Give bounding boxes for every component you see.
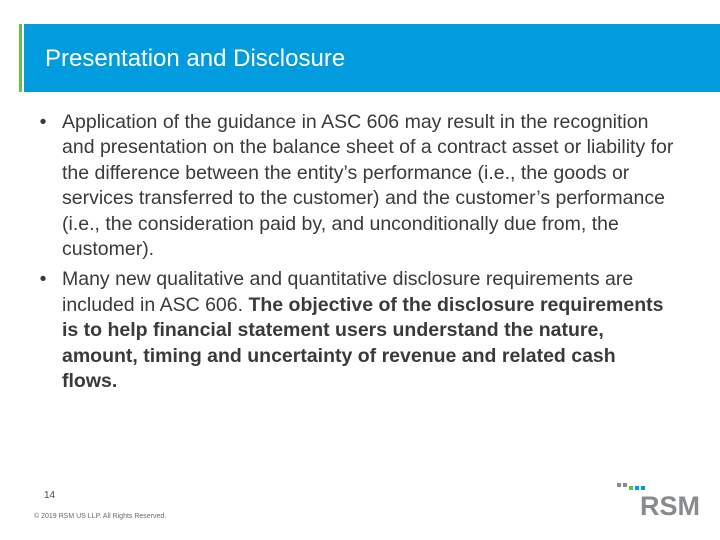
header-accent-bar [19,24,22,92]
bullet-text-bold: The objective of the disclosure requirements is to help financial statement users understand the nature, amount, timing and uncertainty of revenue and related cash flows. [62,293,664,393]
bullet-item-2 [36,267,676,394]
copyright-notice: © 2019 RSM US LLP. All Rights Reserved. [34,513,167,520]
bullet-marker: • [39,111,47,133]
bullet-text: Application of the guidance in ASC 606 may result in the recognition and presentation on the balance sheet of a contract asset or liability for the difference between the entity’s performance (i.e., the goods or services transferred to the customer) and the customer’s performance (i.e., the consideration paid by, and unconditionally due from, the customer). [62,111,674,261]
bullet-item-1 [36,110,676,262]
bullet-list [36,110,676,399]
rsm-logo [610,480,702,520]
bullet-text: Many new qualitative and quantitative disclosure requirements are included in ASC 606. [62,268,634,316]
page-number: 14 [44,490,56,501]
logo-text: RSM [640,491,700,521]
bullet-marker: • [39,268,47,291]
slide-title: Presentation and Disclosure [45,45,346,72]
